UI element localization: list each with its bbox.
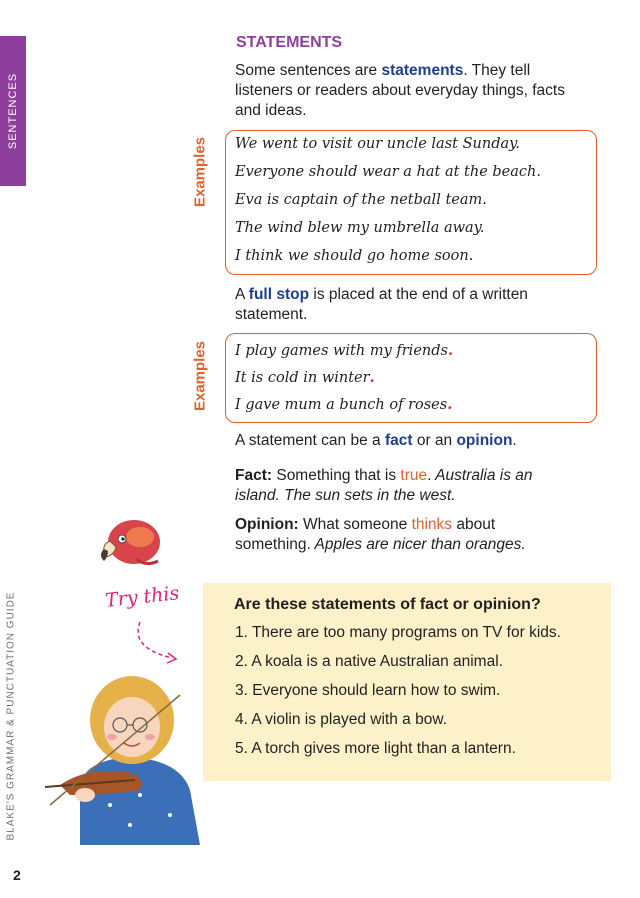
- try-item: 4. A violin is played with a bow.: [235, 711, 447, 728]
- girl-violin-illustration: [40, 665, 220, 845]
- section-heading: STATEMENTS: [236, 34, 343, 51]
- fact-label: Fact:: [235, 467, 273, 484]
- opinion-keyword: opinion: [456, 432, 513, 449]
- opinion-line-2: something.: [235, 536, 311, 553]
- full-stop-mark: .: [447, 396, 453, 413]
- full-stop-mark: .: [447, 342, 454, 359]
- example-sentence: The wind blew my umbrella away.: [235, 220, 485, 236]
- intro-text-end: . They tell: [463, 62, 531, 79]
- fact-opinion-intro: [235, 431, 517, 451]
- example-sentence: We went to visit our uncle last Sunday.: [235, 136, 520, 152]
- fact-definition: [235, 466, 533, 506]
- section-tab-label: SENTENCES: [7, 72, 19, 150]
- section-tab: [0, 36, 26, 186]
- opinion-text-end: about: [452, 516, 496, 533]
- opinion-example: Apples are nicer than oranges.: [310, 536, 526, 553]
- parrot-illustration: [96, 515, 162, 571]
- intro-line-3: and ideas.: [235, 102, 307, 119]
- try-item: 3. Everyone should learn how to swim.: [235, 682, 501, 699]
- opinion-highlight: thinks: [411, 516, 453, 533]
- fact-keyword: fact: [384, 432, 413, 449]
- fact-example: Australia is an: [431, 467, 533, 484]
- examples-label-2: Examples: [191, 340, 209, 412]
- try-item: 1. There are too many programs on TV for kids.: [235, 624, 561, 641]
- example-text: I play games with my friends: [235, 343, 448, 359]
- examples-label-1: Examples: [191, 136, 209, 208]
- example-sentence: [235, 342, 453, 359]
- fact-highlight: true: [400, 467, 428, 484]
- fo-text: A statement can be a: [235, 432, 385, 449]
- fact-text: Something that is: [272, 467, 401, 484]
- intro-text: Some sentences are: [235, 62, 382, 79]
- fullstop-line-2: statement.: [235, 306, 308, 323]
- example-sentence: [235, 396, 452, 413]
- example-sentence: [235, 369, 375, 386]
- dashed-arrow-icon: [128, 618, 183, 666]
- intro-keyword: statements: [381, 62, 464, 79]
- intro-paragraph: [235, 61, 565, 121]
- fo-text-end: .: [512, 432, 517, 449]
- fullstop-paragraph: [235, 285, 528, 325]
- example-sentence: Everyone should wear a hat at the beach.: [235, 164, 541, 180]
- example-text: I gave mum a bunch of roses: [235, 397, 448, 413]
- example-sentence: Eva is captain of the netball team.: [235, 192, 487, 208]
- book-title-vertical: [2, 583, 20, 848]
- example-sentence: I think we should go home soon.: [235, 248, 474, 264]
- example-text: It is cold in winter: [235, 370, 370, 386]
- book-title-label: BLAKE'S GRAMMAR & PUNCTUATION GUIDE: [5, 591, 17, 840]
- try-this-question: Are these statements of fact or opinion?: [234, 596, 541, 613]
- fullstop-text-end: is placed at the end of a written: [309, 286, 528, 303]
- opinion-definition: [235, 515, 526, 555]
- try-item: 2. A koala is a native Australian animal.: [235, 653, 503, 670]
- fact-text-end: .: [427, 467, 432, 484]
- page-number: 2: [13, 867, 21, 883]
- fullstop-text: A: [235, 286, 249, 303]
- opinion-label: Opinion:: [235, 516, 299, 533]
- opinion-text: What someone: [298, 516, 412, 533]
- full-stop-mark: .: [369, 369, 375, 386]
- try-item: 5. A torch gives more light than a lantern.: [235, 740, 516, 757]
- fullstop-keyword: full stop: [248, 286, 310, 303]
- fo-text-mid: or an: [412, 432, 457, 449]
- intro-line-2: listeners or readers about everyday things, facts: [235, 82, 565, 99]
- try-this-label: Try this: [104, 582, 181, 612]
- fact-example-2: island. The sun sets in the west.: [235, 487, 456, 504]
